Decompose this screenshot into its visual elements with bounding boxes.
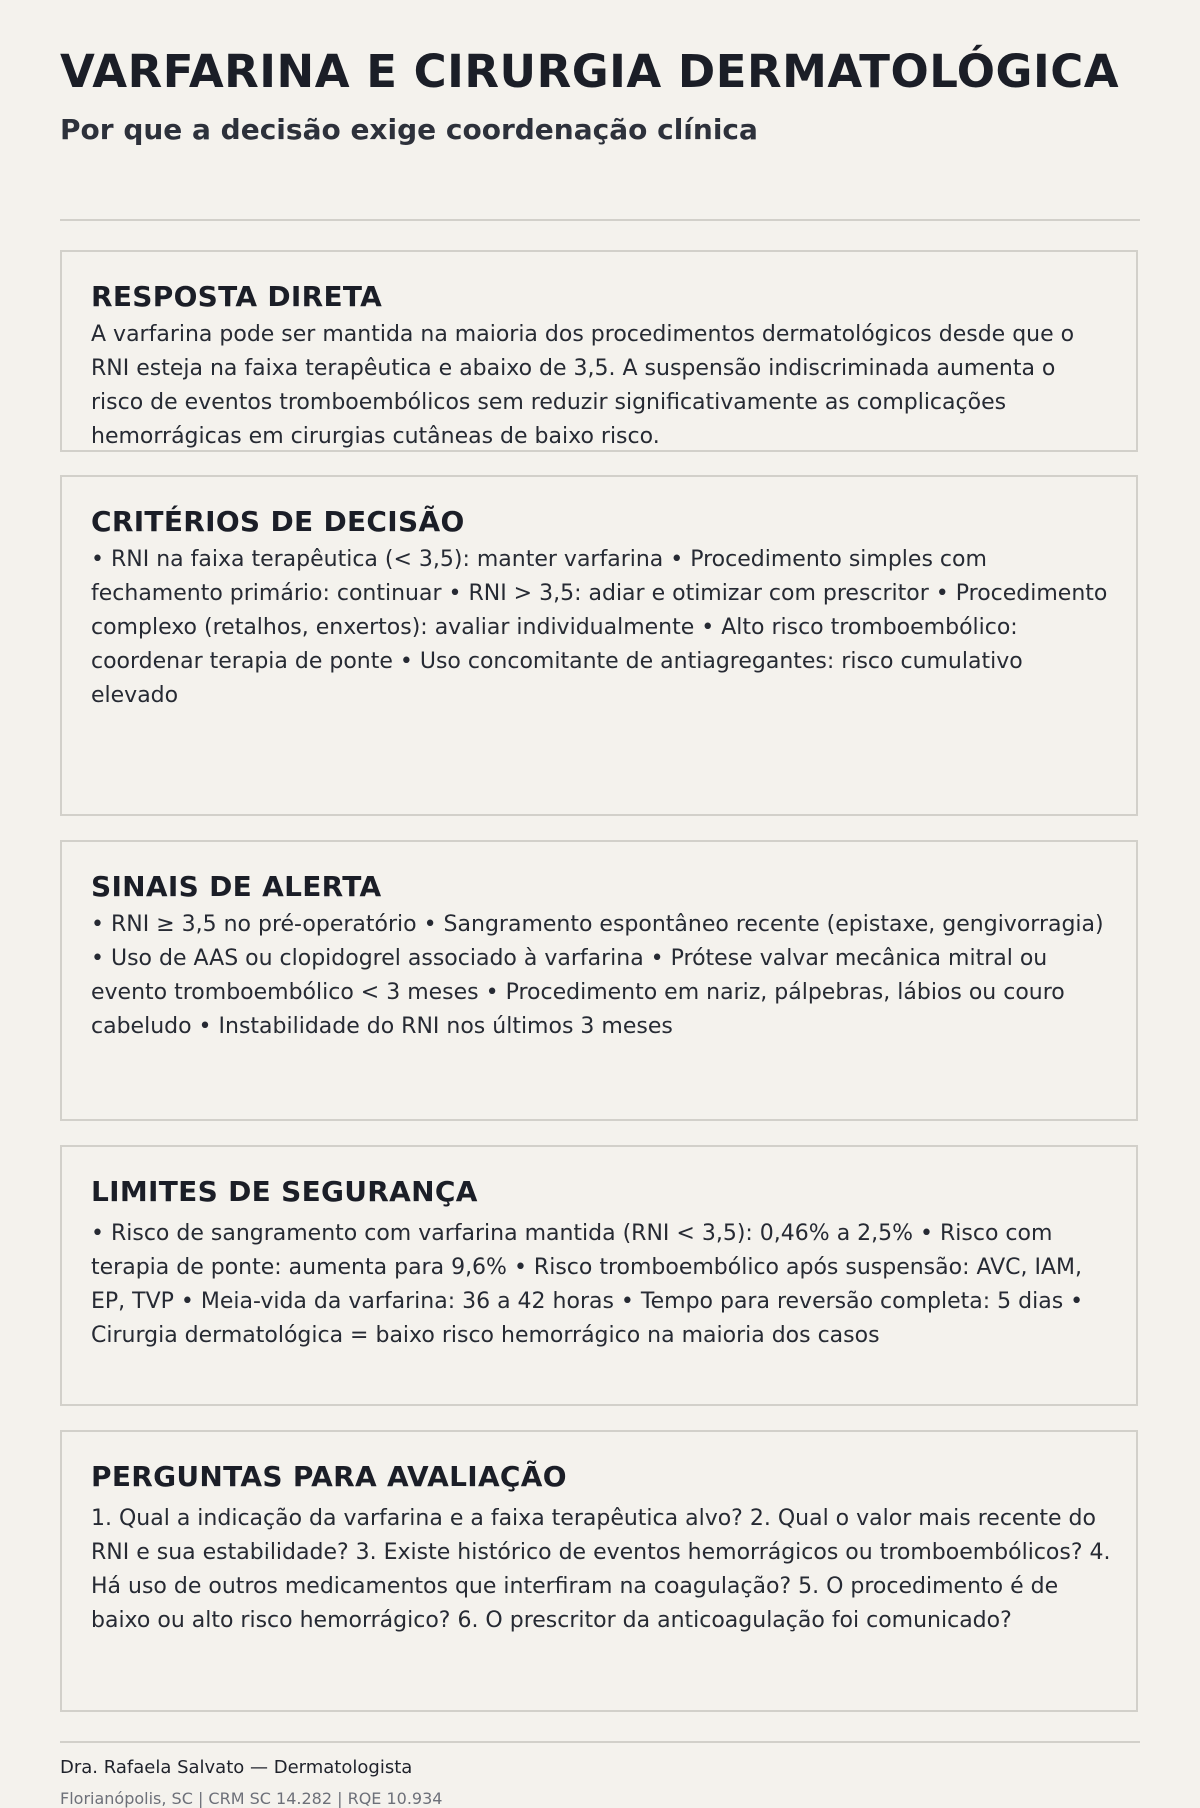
header-divider (60, 219, 1140, 221)
section-resposta-direta (60, 250, 1138, 452)
section-limites-seguranca (60, 1145, 1138, 1406)
page-title: VARFARINA E CIRURGIA DERMATOLÓGICA (60, 45, 1120, 98)
section-criterios-decisao (60, 475, 1138, 816)
section-heading: CRITÉRIOS DE DECISÃO (91, 505, 465, 538)
section-body: 1. Qual a indicação da varfarina e a faixa terapêutica alvo? 2. Qual o valor mais recente do RNI e sua estabilidade? 3. Existe histórico de eventos hemorrágicos ou tromboembólicos? 4. Há uso de outros medicamentos que interfiram na coagulação? 5. O procedimento é de baixo ou alto risco hemorrágico? 6. O prescritor da anticoagulação foi comunicado? (91, 1506, 1111, 1633)
section-body: A varfarina pode ser mantida na maioria dos procedimentos dermatológicos desde que o RNI esteja na faixa terapêutica e abaixo de 3,5. A suspensão indiscriminada aumenta o risco de eventos tromboembólicos sem reduzir significativamente as complicações hemorrágicas em cirurgias cutâneas de baixo risco. (91, 322, 1075, 449)
section-heading: LIMITES DE SEGURANÇA (91, 1175, 478, 1208)
section-sinais-alerta (60, 840, 1138, 1121)
section-heading: RESPOSTA DIRETA (91, 280, 383, 313)
page-subtitle: Por que a decisão exige coordenação clínica (60, 113, 758, 146)
page-header (60, 44, 1140, 146)
section-body: • RNI na faixa terapêutica (< 3,5): manter varfarina • Procedimento simples com fechamento primário: continuar • RNI > 3,5: adiar e otimizar com prescritor • Procedimento complexo (retalhos, enxertos): avaliar individualmente • Alto risco tromboembólico: coordenar terapia de ponte • Uso concomitante de antiagregantes: risco cumulativo elevado (91, 547, 1108, 708)
section-body: • RNI ≥ 3,5 no pré-operatório • Sangramento espontâneo recente (epistaxe, gengivorragia) • Uso de AAS ou clopidogrel associado à varfarina • Prótese valvar mecânica mitral ou evento tromboembólico < 3 meses • Procedimento em nariz, pálpebras, lábios ou couro cabeludo • Instabilidade do RNI nos últimos 3 meses (91, 912, 1104, 1039)
section-heading: SINAIS DE ALERTA (91, 870, 382, 903)
section-body: • Risco de sangramento com varfarina mantida (RNI < 3,5): 0,46% a 2,5% • Risco com terapia de ponte: aumenta para 9,6% • Risco tromboembólico após suspensão: AVC, IAM, EP, TVP • Meia-vida da varfarina: 36 a 42 horas • Tempo para reversão completa: 5 dias • Cirurgia dermatológica = baixo risco hemorrágico na maioria dos casos (91, 1221, 1084, 1348)
section-perguntas-avaliacao (60, 1430, 1138, 1712)
footer-details: Florianópolis, SC | CRM SC 14.282 | RQE 10.934 (60, 1789, 443, 1808)
footer-divider (60, 1741, 1140, 1743)
section-heading: PERGUNTAS PARA AVALIAÇÃO (91, 1460, 567, 1493)
footer-author: Dra. Rafaela Salvato — Dermatologista (60, 1757, 413, 1778)
